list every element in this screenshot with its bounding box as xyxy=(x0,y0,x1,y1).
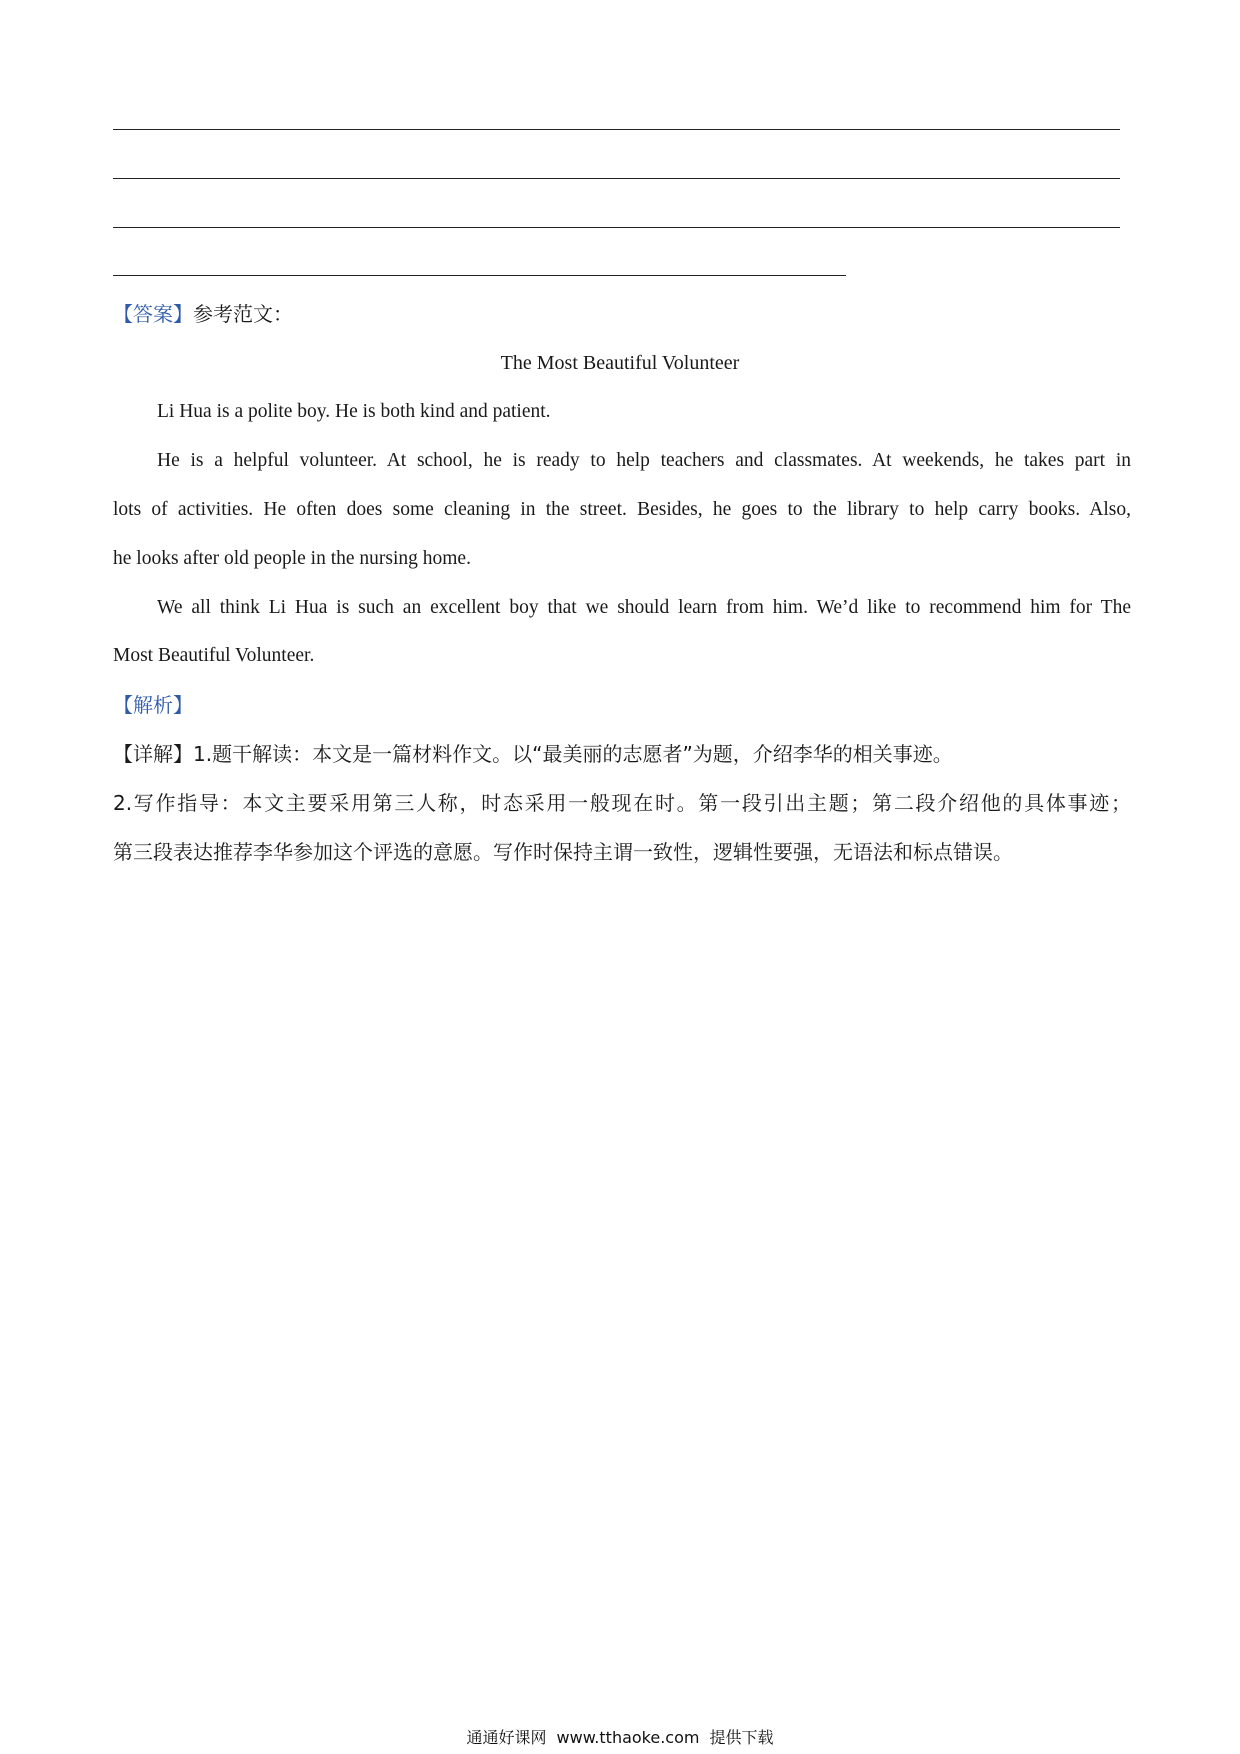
writing-line-1 xyxy=(113,129,1120,130)
answer-intro: 参考范文： xyxy=(193,302,293,326)
footer-suffix: 提供下载 xyxy=(709,1728,774,1747)
footer-url[interactable]: www.tthaoke.com xyxy=(556,1728,700,1747)
answer-heading xyxy=(113,300,293,328)
writing-line-2 xyxy=(113,178,1120,179)
analysis-label: 【解析】 xyxy=(113,693,193,717)
detail-label: 【详解】 xyxy=(113,742,193,766)
essay-line-2: He is a helpful volunteer. At school, he is ready to help teachers and classmates. At weekends, he takes part in xyxy=(157,450,1131,471)
essay-line-1: Li Hua is a polite boy. He is both kind and patient. xyxy=(157,401,551,422)
detail-paragraph xyxy=(113,740,953,768)
guide-line-2: 第三段表达推荐李华参加这个评选的意愿。写作时保持主谓一致性，逻辑性要强，无语法和标点错误。 xyxy=(113,840,1013,864)
answer-label: 【答案】 xyxy=(113,302,193,326)
essay-line-4: he looks after old people in the nursing home. xyxy=(113,548,471,569)
detail-text: 1.题干解读：本文是一篇材料作文。以“最美丽的志愿者”为题，介绍李华的相关事迹。 xyxy=(193,742,953,766)
guide-line-1: 2.写作指导：本文主要采用第三人称，时态采用一般现在时。第一段引出主题；第二段介绍他的具体事迹； xyxy=(113,791,1131,815)
writing-line-4 xyxy=(113,275,846,276)
essay-line-3: lots of activities. He often does some cleaning in the street. Besides, he goes to the library to help carry books. Also, xyxy=(113,499,1131,520)
essay-line-5: We all think Li Hua is such an excellent boy that we should learn from him. We’d like to recommend him for The xyxy=(157,597,1131,618)
essay-title: The Most Beautiful Volunteer xyxy=(500,352,740,374)
writing-line-3 xyxy=(113,227,1120,228)
essay-line-6: Most Beautiful Volunteer. xyxy=(113,645,315,666)
footer-site-name: 通通好课网 xyxy=(466,1728,547,1747)
page-footer xyxy=(0,1728,1240,1748)
